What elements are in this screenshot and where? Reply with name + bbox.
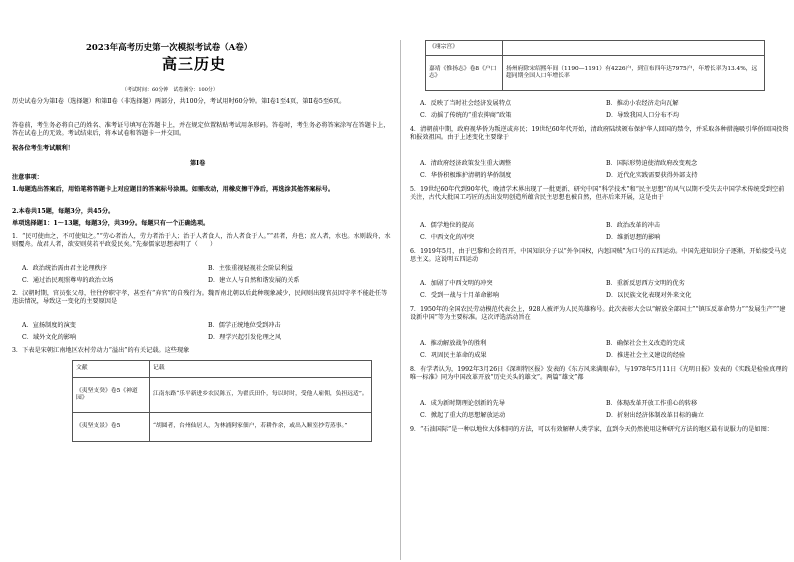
subject-title: 高三历史	[162, 55, 227, 73]
q5-option-c[interactable]: C．中西文化的冲突	[420, 234, 475, 241]
q1-option-b[interactable]: B．主张重视轻视社会阶层利益	[208, 265, 293, 272]
table-cell: “胡圆者，台州仙居人，为林浦阿家佃户，若耕作余，或出入顺室抄劳蒸事。”	[150, 413, 372, 442]
instruction-paragraph-2: 答卷前，考生务必将自己的姓名、准考证号填写在答题卡上，并在规定位置粘贴考试用条形码。答卷时，考生务必将答案涂写在答题卡上，答在试卷上的无效。考试结束后，将本试卷和答题卡一并交回。	[12, 122, 390, 137]
q4-option-a[interactable]: A．清政府经济政策发生重大调整	[420, 160, 512, 167]
question-7-stem: 7．1950年的全国农民劳动模范代表会上，928人被评为人民英雄称号。此次表彰大会以“解放全部国土”“镇压反革命势力”“发展生产”“建设新中国”等为主要标准。这次评选活动旨在	[410, 306, 786, 321]
q4-option-c[interactable]: C．华侨积极维护清朝的华侨制度	[420, 172, 512, 179]
q6-option-d[interactable]: D．以民族文化表现对外来文化	[606, 292, 692, 299]
q1-option-d[interactable]: D．建立人与自然和谐发展的关系	[208, 277, 300, 284]
q7-option-a[interactable]: A．推动解放战争的胜利	[420, 340, 487, 347]
table-header-cell: 文献	[73, 361, 150, 378]
section-heading: 第Ⅰ卷	[190, 160, 206, 167]
q4-option-d[interactable]: D．近代化实践需要获得外部支持	[606, 172, 698, 179]
table-cell: 扬州府除宋绍熙年间（1190—1191）有4226户，到宣布四年达7975户，年增长率为13.4%，远超同期全国人口年增长率	[503, 56, 765, 91]
q4-option-b[interactable]: B．国际形势迫使清政府改变观念	[606, 160, 698, 167]
table-row	[73, 413, 372, 442]
table-cell: 江南东路“乐平新进乡农民陈五，为翟氏田仆，每以时时，受他人雇佣，负担远适”。	[150, 378, 372, 413]
table-row	[73, 378, 372, 413]
question-5-stem: 5．19世纪60年代到90年代，晚清学术界出现了一批更新、研究中国“科学技术”和“民主思想”的风气以期不受失去中国学术传统受到空前关注，古代大批国工巧匠的杰出发明创造所蕴含民主思想也被自然，但亦后来开展，这是由于	[410, 186, 785, 201]
q8-option-a[interactable]: A．成为新时期理论创新的先导	[420, 400, 505, 407]
table-row	[426, 41, 765, 56]
q7-option-c[interactable]: C．巩固民主革命的成果	[420, 352, 487, 359]
instruction-paragraph-1: 历史试卷分为第Ⅰ卷（选择题）和第Ⅱ卷（非选择题）两部分，共100分，考试用时60分钟。第Ⅰ卷1至4页，第Ⅱ卷5至6页。	[12, 98, 346, 105]
table-cell	[503, 41, 765, 56]
question-9-stem: 9．“石油国际”是一种以地位大体相同的方法，可以有效解释人类学家，直到今天仍然使用这种研究方法的地区最有说服力的是如图：	[410, 426, 773, 433]
q3-option-a[interactable]: A．反映了当时社会经济发展特点	[420, 100, 512, 107]
single-choice-heading: 单项选择题1：1～13题，每题3分，共39分。每题只有一个正确选项。	[12, 220, 210, 227]
exam-title: 2023年高考历史第一次模拟考试卷（A卷）	[86, 43, 253, 53]
table-cell: 《夷坚支景》卷5	[73, 413, 150, 442]
q5-option-d[interactable]: D．维新思想的影响	[606, 234, 661, 241]
left-column	[12, 0, 392, 562]
q6-option-c[interactable]: C．受到一战与十月革命影响	[420, 292, 499, 299]
question-3-table	[72, 360, 372, 442]
time-note: （考试时间：60分钟 试卷满分：100分）	[122, 87, 218, 93]
q1-option-a[interactable]: A．政治统治需由君主论理秩序	[22, 265, 107, 272]
q5-option-b[interactable]: B．政治改革的冲击	[606, 222, 661, 229]
q3-option-c[interactable]: C．动摇了传统的“重农抑商”政策	[420, 112, 512, 119]
q2-option-a[interactable]: A．宣扬制度的演变	[22, 322, 76, 329]
q3-option-b[interactable]: B．推动小农经济走向瓦解	[606, 100, 679, 107]
column-divider	[400, 40, 401, 560]
q8-option-b[interactable]: B．体现改革开放工作重心的转移	[606, 400, 698, 407]
question-8-stem: 8．有学者认为，1992年3月26日《深圳特区报》发表的《东方风来满眼春》，与1978年5月11日《光明日报》发表的《实践是检验真理的唯一标准》同为中国改革开放“历史关头的雄文”。两篇“雄文”都	[410, 366, 788, 381]
table-row	[426, 56, 765, 91]
q3-option-d[interactable]: D．导致我国人口分布不均	[606, 112, 680, 119]
table-header-cell: 记载	[150, 361, 372, 378]
q2-option-c[interactable]: C．域外文化的影响	[22, 334, 77, 341]
table-cell: 嘉靖《惟扬志》卷8《户口志》	[426, 56, 503, 91]
notes-title: 注意事项：	[12, 174, 43, 181]
q6-option-a[interactable]: A．加剧了中西文明的冲突	[420, 280, 493, 287]
q7-option-b[interactable]: B．确保社会主义改造的完成	[606, 340, 685, 347]
right-column	[410, 0, 790, 562]
q5-option-a[interactable]: A．儒学地位的提高	[420, 222, 474, 229]
note-2: 2.本卷共15题，每题3分，共45分。	[12, 208, 115, 215]
q8-option-d[interactable]: D．折射出经济体制改革目标的确立	[606, 412, 704, 419]
question-1-stem: 1．“民可使由之，不可使知之。”“劳心者治人，劳力者治于人；治于人者食人，治人者食于人。”“君者，舟也；庶人者，水也。水则载舟，水则覆舟。故君人者，欲安则莫若平政爱民矣。”先秦儒家思想表明了（ ）	[12, 233, 391, 248]
q7-option-d[interactable]: D．推进社会主义建设的经验	[606, 352, 686, 359]
q1-option-c[interactable]: C．通过治民观照尊卑的政治立场	[22, 277, 114, 284]
q2-option-b[interactable]: B．儒学正统地位受到冲击	[208, 322, 281, 329]
question-3-stem: 3．下表是宋朝江南地区农村劳动力“溢出”的有关记载。这些现象	[12, 347, 190, 354]
q8-option-c[interactable]: C．掀起了重大的思想解放运动	[420, 412, 506, 419]
q6-option-b[interactable]: B．重新反思西方文明的优劣	[606, 280, 685, 287]
question-4-stem: 4．清朝前中期，政府视华侨为叛逆或弃民；19世纪60年代开始，清政府陆续颁布保护华人回国的禁令，并采取各种措施吸引华侨回国投资和报效祖国。由于上述变化主要缘于	[410, 126, 789, 141]
note-1: 1.每题选出答案后，用铅笔将答题卡上对应题目的答案标号涂黑。如需改动，用橡皮擦干净后，再选涂其他答案标号。	[12, 186, 335, 193]
table-header-row	[73, 361, 372, 378]
good-luck-text: 祝各位考生考试顺利！	[12, 145, 74, 152]
question-3-table-continued	[425, 40, 765, 91]
table-cell: 《夷坚支癸》卷5《神道园》	[73, 378, 150, 413]
question-2-stem: 2．汉朝时期，官员张父母，往往停职守孝，甚至有“弃官”的自残行为。魏晋南北朝以后此种现象减少，民间则出现官员因守孝不能赴任等违法情况，导致这一变化的主要原因是	[12, 290, 388, 305]
q2-option-d[interactable]: D．理学兴起引发伦理之风	[208, 334, 282, 341]
question-6-stem: 6．1919年5月，由于巴黎和会的召开，中国知识分子以“外争国权，内惩国贼”为口号的五四运动。中国先进知识分子逐渐，开始接受马克思主义。这说明五四运动	[410, 248, 787, 263]
table-cell: 《翊宗宫》	[426, 41, 503, 56]
